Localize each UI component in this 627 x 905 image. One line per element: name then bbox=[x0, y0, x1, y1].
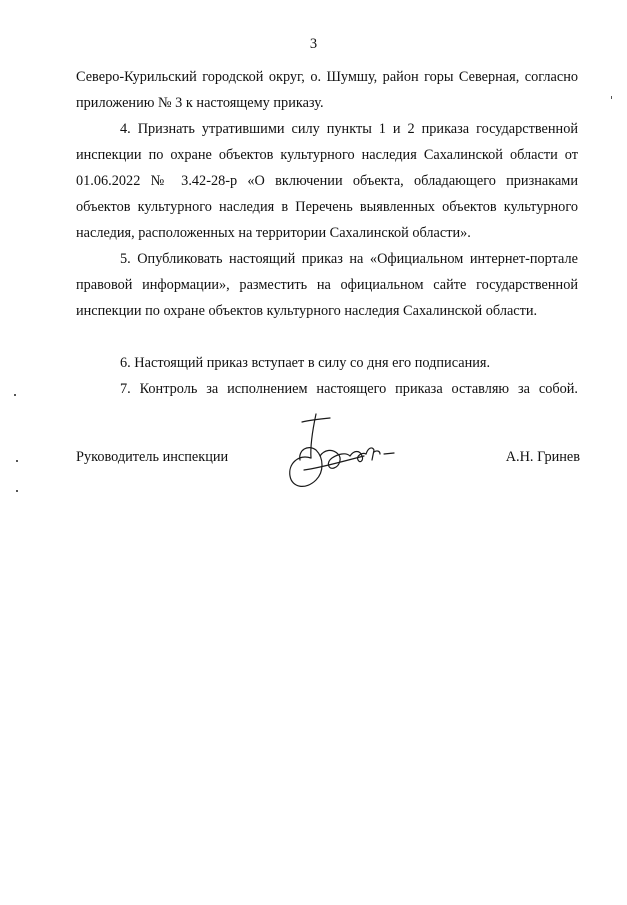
paragraph-continuation bbox=[76, 64, 578, 116]
paragraph-item-5 bbox=[76, 246, 578, 324]
scan-mark bbox=[14, 394, 16, 396]
signature-icon bbox=[280, 410, 400, 496]
paragraph-text: Северо-Курильский городской округ, о. Шумшу, район горы Северная, согласно приложению № 3 к настоящему приказу. bbox=[76, 69, 578, 111]
scan-mark bbox=[611, 96, 612, 99]
paragraph-item-4 bbox=[76, 116, 578, 246]
paragraph-text: 5. Опубликовать настоящий приказ на «Официальном интернет-портале правовой информации», разместить на официальном сайте государственной инспекции по охране объектов культурного наследия Сахалинской области. bbox=[76, 251, 578, 319]
scan-mark bbox=[16, 460, 18, 462]
scan-mark bbox=[16, 490, 18, 492]
signer-name: А.Н. Гринев bbox=[505, 449, 580, 465]
paragraph-item-7 bbox=[76, 376, 578, 402]
paragraph-text: 6. Настоящий приказ вступает в силу со дня его подписания. bbox=[120, 355, 491, 371]
signer-title: Руководитель инспекции bbox=[76, 449, 229, 465]
paragraph-text: 4. Признать утратившими силу пункты 1 и 2 приказа государственной инспекции по охране объектов культурного наследия Сахалинской области от 01.06.2022 № 3.42-28-р «О включении объекта, обладающего признаками объектов культурного наследия в Перечень выявленных объектов культурного наследия, расположенных на территории Сахалинской области». bbox=[76, 121, 578, 241]
page-number: 3 bbox=[309, 36, 318, 52]
paragraph-item-6 bbox=[76, 350, 578, 376]
paragraph-text: 7. Контроль за исполнением настоящего приказа оставляю за собой. bbox=[120, 381, 578, 397]
